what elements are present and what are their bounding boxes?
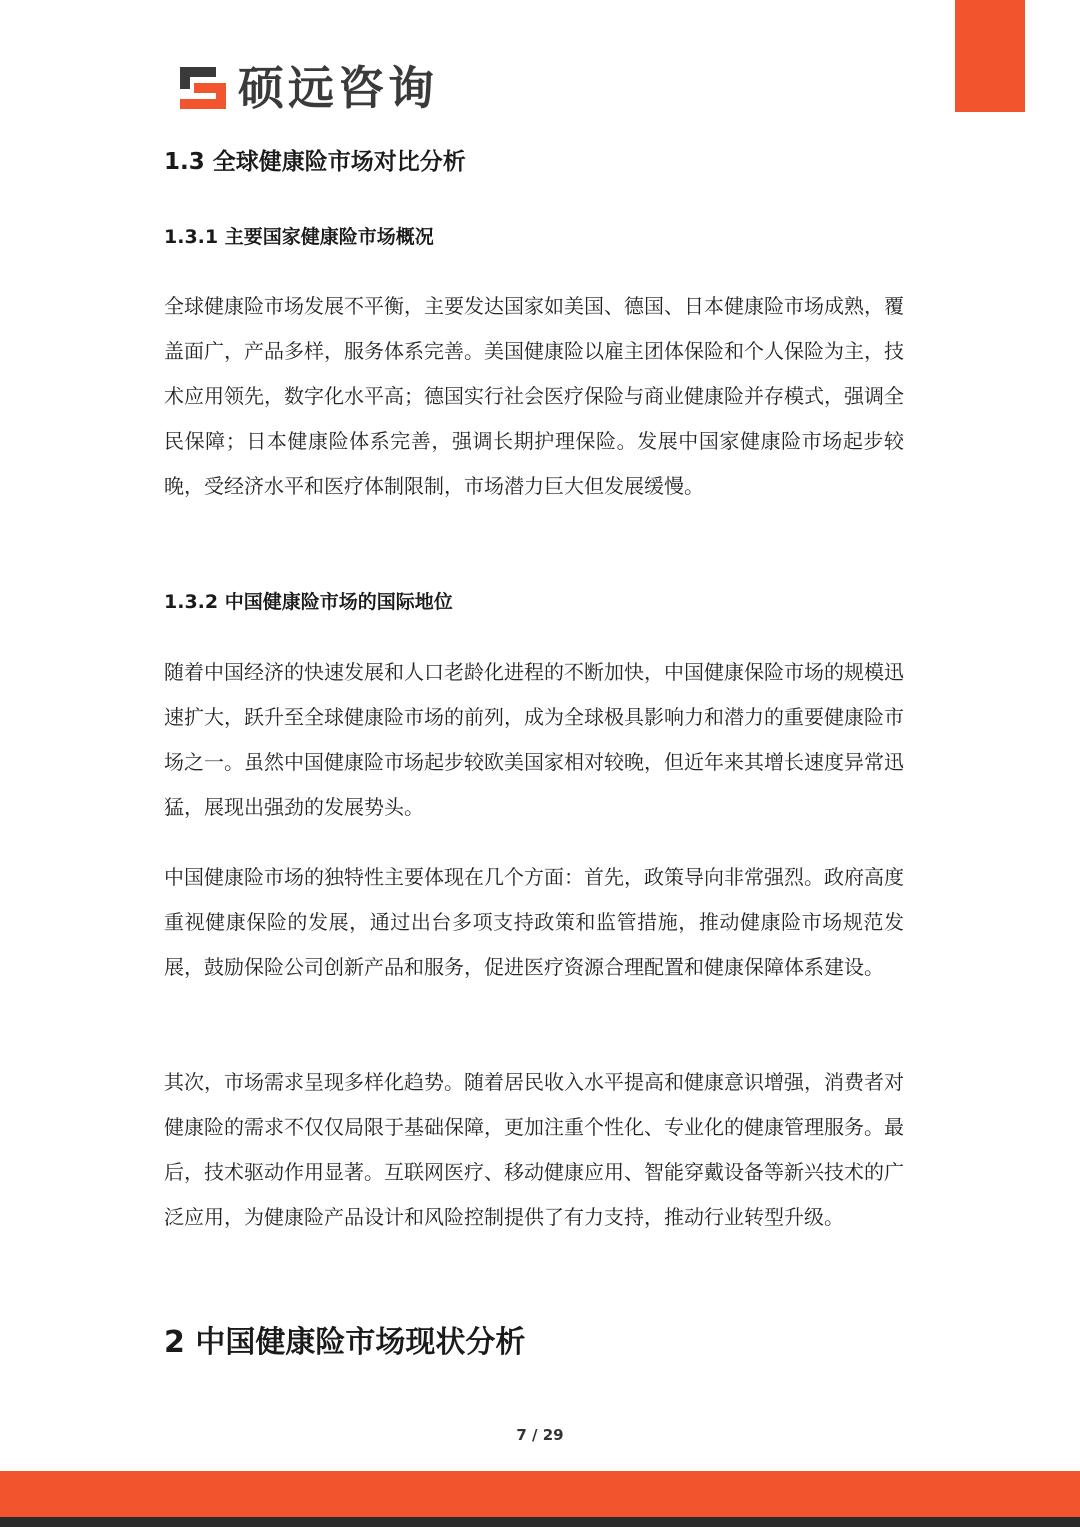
paragraph-china-uniqueness: 中国健康险市场的独特性主要体现在几个方面：首先，政策导向非常强烈。政府高度重视健康保险的发展，通过出台多项支持政策和监管措施，推动健康险市场规范发展，鼓励保险公司创新产品和服务，促进医疗资源合理配置和健康保障体系建设。 — [164, 865, 904, 979]
section-heading-1-3-1: 1.3.1 主要国家健康险市场概况 — [164, 226, 434, 248]
chapter-heading-2: 2 中国健康险市场现状分析 — [164, 1325, 526, 1360]
section-heading-1-3: 1.3 全球健康险市场对比分析 — [164, 149, 466, 175]
brand-name: 硕远咨询 — [238, 61, 438, 115]
paragraph-china-position: 随着中国经济的快速发展和人口老龄化进程的不断加快，中国健康保险市场的规模迅速扩大，跃升至全球健康险市场的前列，成为全球极具影响力和潜力的重要健康险市场之一。虽然中国健康险市场起步较欧美国家相对较晚，但近年来其增长速度异常迅猛，展现出强劲的发展势头。 — [164, 660, 904, 819]
s-bracket-logo-icon — [176, 63, 230, 113]
footer-dark-strip — [0, 1517, 1080, 1527]
paragraph-global-markets: 全球健康险市场发展不平衡，主要发达国家如美国、德国、日本健康险市场成熟，覆盖面广，产品多样，服务体系完善。美国健康险以雇主团体保险和个人保险为主，技术应用领先，数字化水平高；德国实行社会医疗保险与商业健康险并存模式，强调全民保障；日本健康险体系完善，强调长期护理保险。发展中国家健康险市场起步较晚，受经济水平和医疗体制限制，市场潜力巨大但发展缓慢。 — [164, 294, 904, 498]
footer-accent-bar — [0, 1471, 1080, 1517]
corner-accent-tab — [955, 0, 1025, 112]
brand-logo — [176, 58, 438, 118]
page-number: 7 / 29 — [516, 1426, 564, 1444]
paragraph-demand-technology: 其次，市场需求呈现多样化趋势。随着居民收入水平提高和健康意识增强，消费者对健康险的需求不仅仅局限于基础保障，更加注重个性化、专业化的健康管理服务。最后，技术驱动作用显著。互联网医疗、移动健康应用、智能穿戴设备等新兴技术的广泛应用，为健康险产品设计和风险控制提供了有力支持，推动行业转型升级。 — [164, 1070, 904, 1229]
section-heading-1-3-2: 1.3.2 中国健康险市场的国际地位 — [164, 591, 453, 613]
